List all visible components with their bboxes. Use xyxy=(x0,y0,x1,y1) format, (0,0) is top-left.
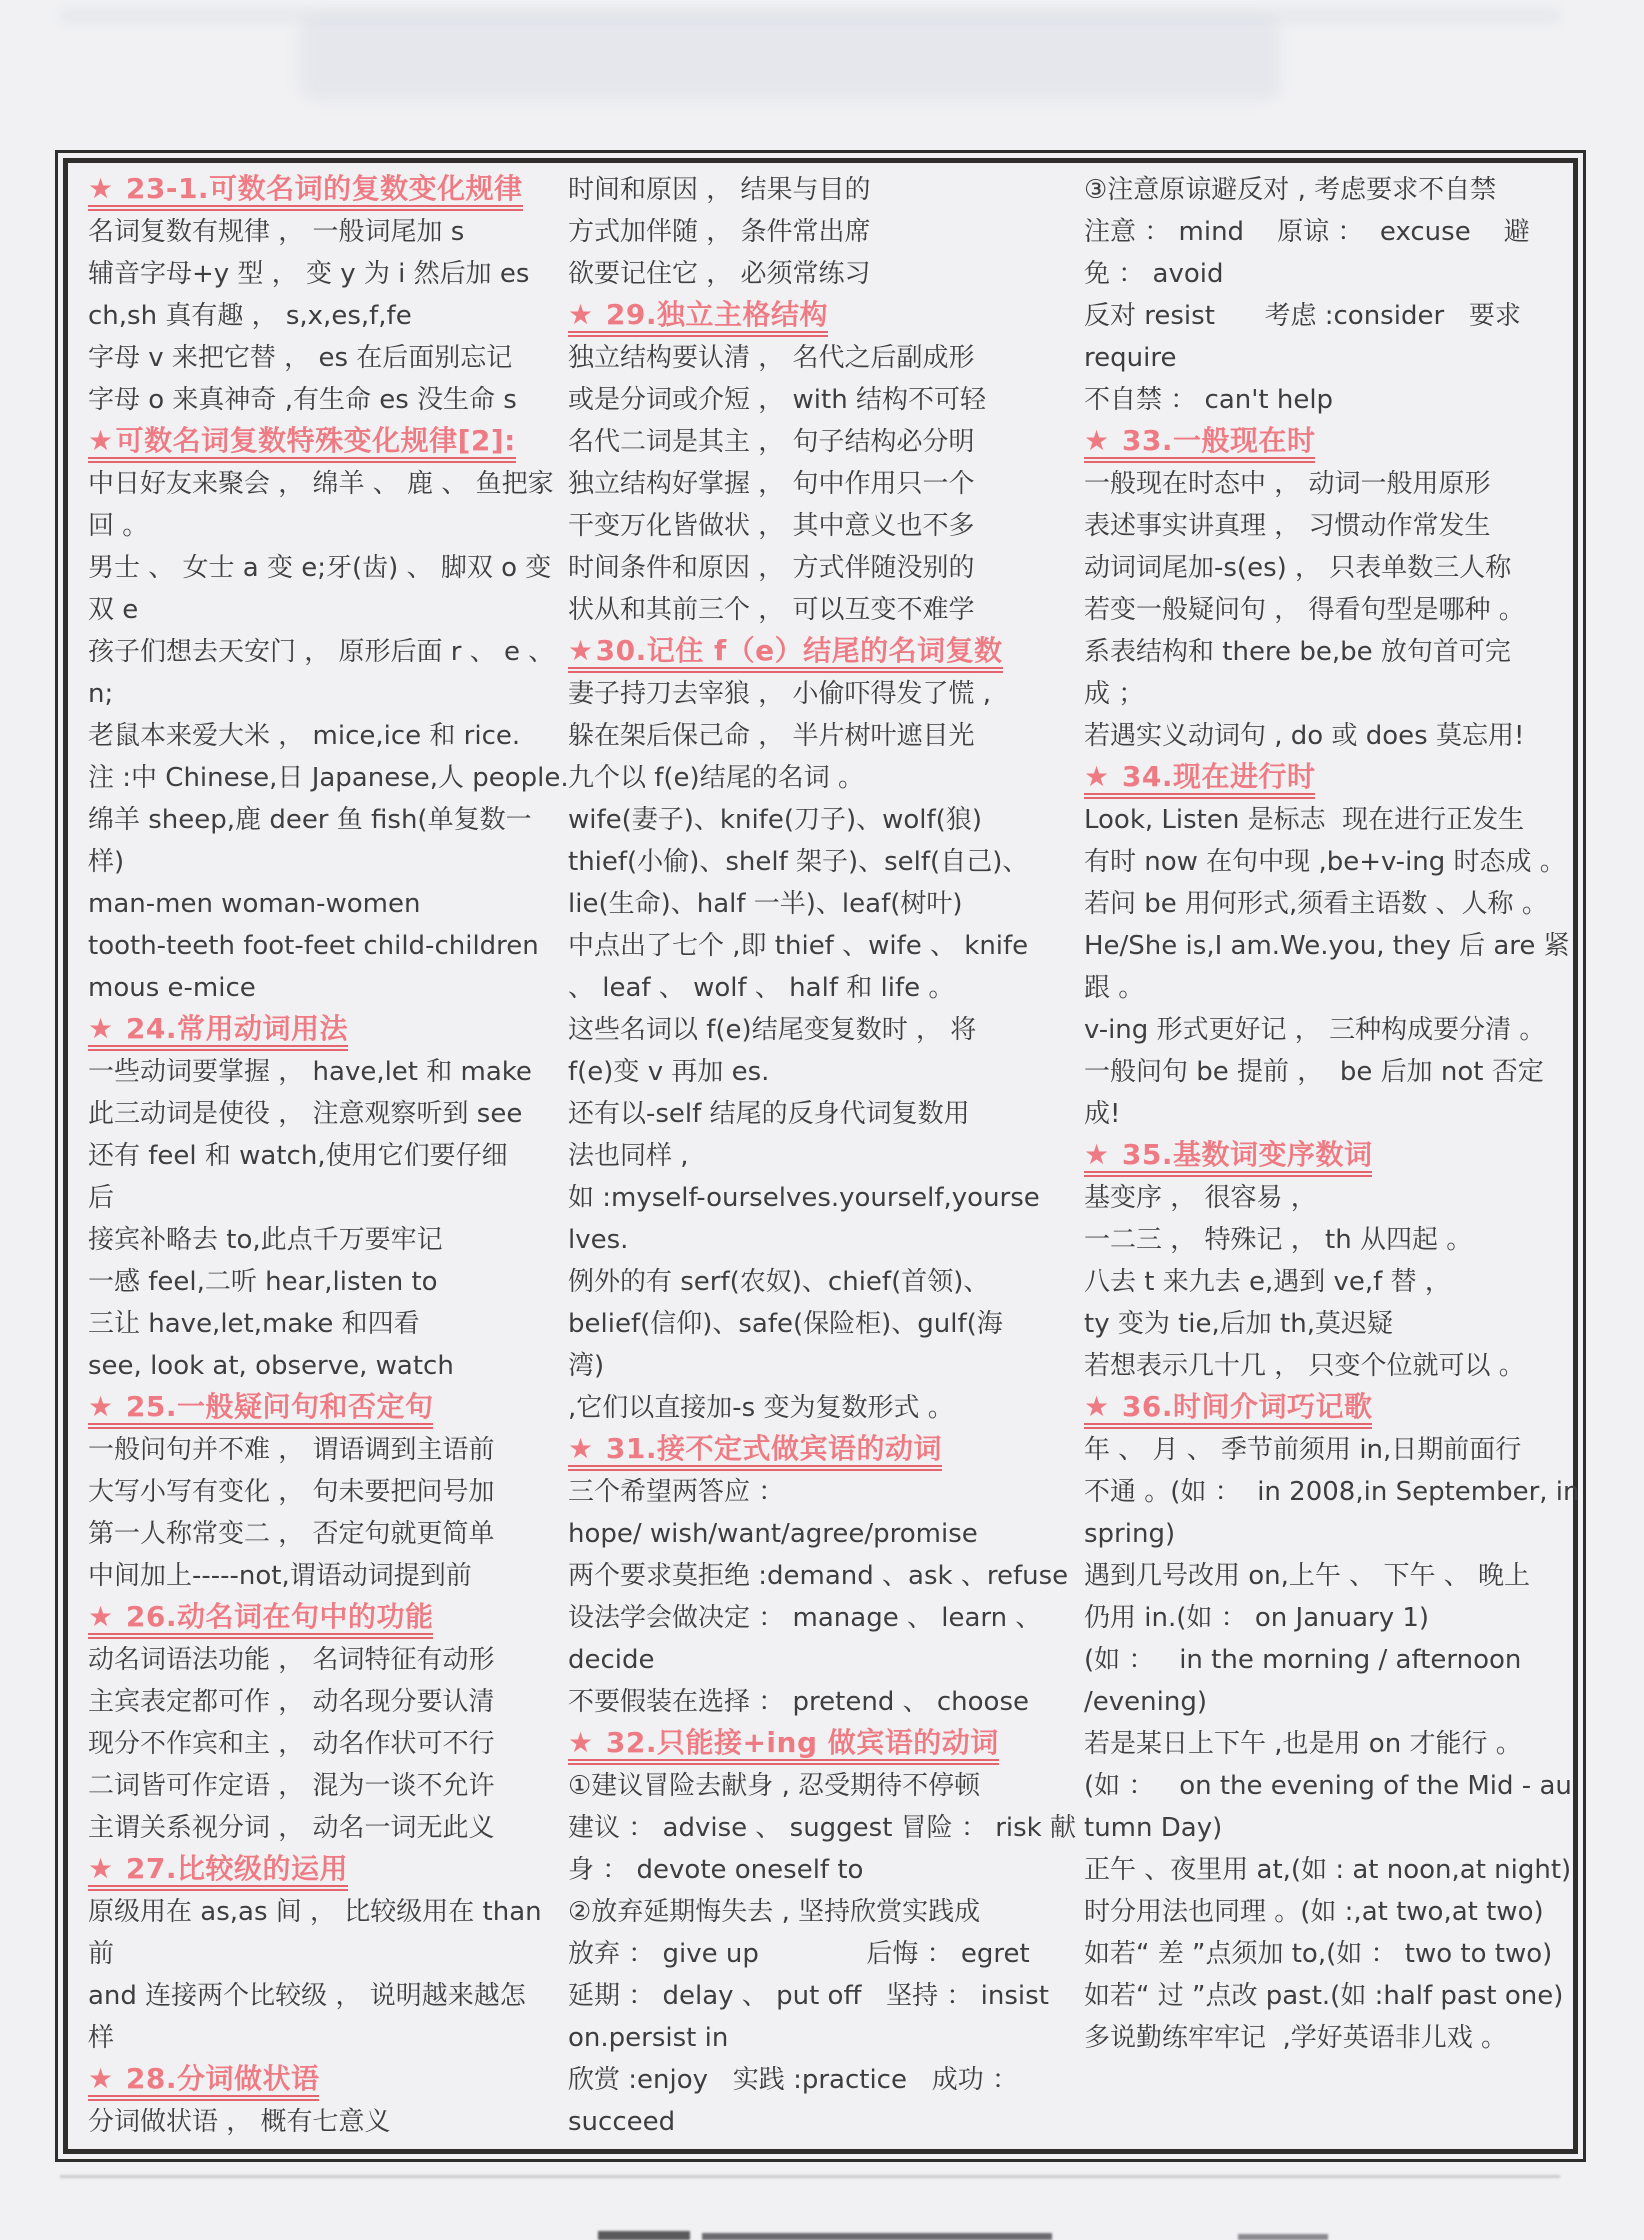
text-line: 若遇实义动词句 , do 或 does 莫忘用! xyxy=(1084,721,1525,751)
text-line: 双 e xyxy=(88,595,139,625)
text-line: 男士 、 女士 a 变 e;牙(齿) 、 脚双 o 变 xyxy=(88,553,552,583)
section-heading xyxy=(88,1849,560,1891)
text-line: 一些动词要掌握 ， have,let 和 make xyxy=(88,1057,532,1087)
section-heading xyxy=(88,169,560,211)
text-line: n; xyxy=(88,679,114,709)
section-heading xyxy=(568,631,1084,673)
section-heading-label: 可数名词复数特殊变化规律[2]: xyxy=(115,424,516,457)
text-line: succeed xyxy=(568,2107,676,2137)
content-box xyxy=(55,150,1586,2162)
text-line: 老鼠本来爱大米 ， mice,ice 和 rice. xyxy=(88,721,521,751)
text-line: 方式加伴随 ， 条件常出席 xyxy=(568,217,871,247)
text-line: 延期 ： delay 、 put off 坚持 ： insist xyxy=(568,1981,1049,2011)
text-line: lie(生命)、half 一半)、leaf(树叶) xyxy=(568,889,963,919)
text-line: 样) xyxy=(88,847,125,877)
section-heading-band xyxy=(568,1432,942,1471)
section-heading-label: 29.独立主格结构 xyxy=(595,298,828,331)
text-line: 主谓关系视分词 ， 动名一词无此义 xyxy=(88,1813,495,1843)
text-line: 年 、 月 、 季节前须用 in,日期前面行 xyxy=(1084,1435,1522,1465)
text-line: (如 ： in the morning / afternoon xyxy=(1084,1645,1522,1675)
text-line: 建议 ： advise 、 suggest 冒险 ： risk 献 xyxy=(568,1813,1076,1843)
page-bottom-artifact xyxy=(1238,2234,1328,2240)
column-right xyxy=(1084,169,1580,2059)
star-icon: ★ xyxy=(1084,1390,1110,1423)
text-line: /evening) xyxy=(1084,1687,1207,1717)
text-line: (如 ： on the evening of the Mid - au xyxy=(1084,1771,1572,1801)
text-line: 还有 feel 和 watch,使用它们要仔细 xyxy=(88,1141,508,1171)
text-line: 多说勤练牢牢记 ,学好英语非儿戏 。 xyxy=(1084,2023,1508,2053)
text-line: f(e)变 v 再加 es. xyxy=(568,1057,770,1087)
star-icon: ★ xyxy=(568,1726,594,1759)
section-heading xyxy=(88,1387,560,1429)
section-heading xyxy=(568,1723,1084,1765)
text-line: 动名词语法功能 ， 名词特征有动形 xyxy=(88,1645,495,1675)
star-icon: ★ xyxy=(88,1390,114,1423)
text-line: 一般问句并不难 ， 谓语调到主语前 xyxy=(88,1435,495,1465)
text-line: 孩子们想去天安门 ， 原形后面 r 、 e 、 xyxy=(88,637,555,667)
text-line: see, look at, observe, watch xyxy=(88,1351,454,1381)
text-line: 湾) xyxy=(568,1351,605,1381)
text-line: 现分不作宾和主 ， 动名作状可不行 xyxy=(88,1729,495,1759)
star-icon: ★ xyxy=(1084,1138,1110,1171)
star-icon: ★ xyxy=(88,1600,114,1633)
text-line: 若想表示几十几 ， 只变个位就可以 。 xyxy=(1084,1351,1525,1381)
section-heading-band xyxy=(88,1852,348,1891)
text-line: 时间条件和原因 ， 方式伴随没别的 xyxy=(568,553,975,583)
text-line: and 连接两个比较级 ， 说明越来越怎 xyxy=(88,1981,526,2011)
section-heading-band xyxy=(1084,760,1315,799)
page-bottom-artifact xyxy=(598,2231,690,2240)
text-line: tooth-teeth foot-feet child-children xyxy=(88,931,539,961)
text-line: 不通 。(如 ： in 2008,in September, in xyxy=(1084,1477,1580,1507)
text-line: 基变序 ， 很容易 ， xyxy=(1084,1183,1317,1213)
text-line: 例外的有 serf(农奴)、chief(首领)、 xyxy=(568,1267,990,1297)
section-heading-band xyxy=(88,1012,348,1051)
section-heading xyxy=(1084,757,1576,799)
text-line: belief(信仰)、safe(保险柜)、gulf(海 xyxy=(568,1309,1003,1339)
star-icon: ★ xyxy=(88,1852,114,1885)
text-line: 后 xyxy=(88,1183,115,1213)
text-line: 如 :myself-ourselves.yourself,yourse xyxy=(568,1183,1040,1213)
section-heading xyxy=(88,1009,560,1051)
section-heading-label: 28.分词做状语 xyxy=(115,2062,320,2095)
page-bottom-artifact xyxy=(60,2175,1560,2178)
text-line: 这些名词以 f(e)结尾变复数时 ， 将 xyxy=(568,1015,977,1045)
text-line: Look, Listen 是标志 现在进行正发生 xyxy=(1084,805,1525,835)
text-line: 九个以 f(e)结尾的名词 。 xyxy=(568,763,864,793)
section-heading xyxy=(1084,1135,1576,1177)
text-line: 动词词尾加-s(es) ， 只表单数三人称 xyxy=(1084,553,1512,583)
section-heading-label: 31.接不定式做宾语的动词 xyxy=(595,1432,942,1465)
section-heading xyxy=(88,1597,560,1639)
section-heading xyxy=(1084,1387,1576,1429)
section-heading-label: 32.只能接+ing 做宾语的动词 xyxy=(595,1726,999,1759)
section-heading-band xyxy=(1084,1390,1372,1429)
text-line: 独立结构好掌握 ， 句中作用只一个 xyxy=(568,469,975,499)
text-line: ①建议冒险去献身 , 忍受期待不停顿 xyxy=(568,1771,981,1801)
text-line: 系表结构和 there be,be 放句首可完 xyxy=(1084,637,1511,667)
text-line: decide xyxy=(568,1645,655,1675)
text-line: 欲要记住它 ， 必须常练习 xyxy=(568,259,871,289)
bleedthrough-title xyxy=(300,18,1280,100)
text-line: 两个要求莫拒绝 :demand 、ask 、refuse xyxy=(568,1561,1069,1591)
section-heading xyxy=(568,295,1084,337)
text-line: 时间和原因 ， 结果与目的 xyxy=(568,175,871,205)
text-line: 干变万化皆做状 ， 其中意义也不多 xyxy=(568,511,975,541)
text-line: 一般问句 be 提前 ， be 后加 not 否定 xyxy=(1084,1057,1544,1087)
text-line: 表述事实讲真理 ， 习惯动作常发生 xyxy=(1084,511,1491,541)
section-heading-label: 36.时间介词巧记歌 xyxy=(1111,1390,1373,1423)
star-icon: ★ xyxy=(88,2062,114,2095)
text-line: 身 ： devote oneself to xyxy=(568,1855,864,1885)
text-line: 中间加上-----not,谓语动词提到前 xyxy=(88,1561,472,1591)
text-line: 字母 o 来真神奇 ,有生命 es 没生命 s xyxy=(88,385,517,415)
section-heading-label: 27.比较级的运用 xyxy=(115,1852,348,1885)
text-line: 回 。 xyxy=(88,511,149,541)
section-heading xyxy=(88,2059,560,2101)
section-heading-band xyxy=(88,1600,433,1639)
star-icon: ★ xyxy=(88,1012,114,1045)
text-line: 时分用法也同理 。(如 :,at two,at two) xyxy=(1084,1897,1544,1927)
text-line: 仍用 in.(如 ： on January 1) xyxy=(1084,1603,1430,1633)
section-heading-band xyxy=(88,2062,319,2101)
text-line: v-ing 形式更好记 ， 三种构成要分清 。 xyxy=(1084,1015,1546,1045)
section-heading-label: 35.基数词变序数词 xyxy=(1111,1138,1373,1171)
section-heading-band xyxy=(88,1390,433,1429)
section-heading-band xyxy=(568,1726,999,1765)
column-middle xyxy=(568,169,1084,2143)
text-line: 若变一般疑问句 ， 得看句型是哪种 。 xyxy=(1084,595,1525,625)
star-icon: ★ xyxy=(568,298,594,331)
text-line: 妻子持刀去宰狼 ， 小偷吓得发了慌 , xyxy=(568,679,992,709)
text-line: ③注意原谅避反对 , 考虑要求不自禁 xyxy=(1084,175,1497,205)
text-line: 中点出了七个 ,即 thief 、wife 、 knife xyxy=(568,931,1029,961)
text-line: ch,sh 真有趣 ， s,x,es,f,fe xyxy=(88,301,412,331)
text-line: 三让 have,let,make 和四看 xyxy=(88,1309,420,1339)
section-heading-label: 23-1.可数名词的复数变化规律 xyxy=(115,172,523,205)
text-line: 或是分词或介短 ， with 结构不可轻 xyxy=(568,385,986,415)
text-line: 注意 ： mind 原谅 ： excuse 避 xyxy=(1084,217,1530,247)
text-line: 八去 t 来九去 e,遇到 ve,f 替 ， xyxy=(1084,1267,1451,1297)
text-line: 名代二词是其主 ， 句子结构必分明 xyxy=(568,427,975,457)
text-line: hope/ wish/want/agree/promise xyxy=(568,1519,978,1549)
text-line: require xyxy=(1084,343,1177,373)
text-line: 前 xyxy=(88,1939,115,1969)
content-box-inner xyxy=(63,158,1578,2154)
section-heading xyxy=(88,421,560,463)
text-line: 一二三 ， 特殊记 ， th 从四起 。 xyxy=(1084,1225,1473,1255)
text-line: 放弃 ： give up 后悔 ： egret xyxy=(568,1939,1030,1969)
text-line: 若是某日上下午 ,也是用 on 才能行 。 xyxy=(1084,1729,1522,1759)
text-line: 第一人称常变二 ， 否定句就更简单 xyxy=(88,1519,495,1549)
section-heading-band xyxy=(1084,1138,1372,1177)
text-line: 一般现在时态中 ， 动词一般用原形 xyxy=(1084,469,1491,499)
text-line: thief(小偷)、shelf 架子)、self(自己)、 xyxy=(568,847,1029,877)
text-line: 独立结构要认清 ， 名代之后副成形 xyxy=(568,343,975,373)
text-line: 三个希望两答应 ： xyxy=(568,1477,785,1507)
text-line: 、 leaf 、 wolf 、 half 和 life 。 xyxy=(568,973,955,1003)
text-line: He/She is,I am.We.you, they 后 are 紧 xyxy=(1084,931,1570,961)
section-heading-label: 25.一般疑问句和否定句 xyxy=(115,1390,434,1423)
section-heading-label: 34.现在进行时 xyxy=(1111,760,1316,793)
section-heading-label: 33.一般现在时 xyxy=(1111,424,1316,457)
section-heading-band xyxy=(88,424,516,463)
text-line: 绵羊 sheep,鹿 deer 鱼 fish(单复数一 xyxy=(88,805,532,835)
text-line: mous e-mice xyxy=(88,973,256,1003)
text-line: 欣赏 :enjoy 实践 :practice 成功 ： xyxy=(568,2065,1019,2095)
text-line: 不要假装在选择 ： pretend 、 choose xyxy=(568,1687,1029,1717)
text-line: 反对 resist 考虑 :consider 要求 xyxy=(1084,301,1521,331)
page-bottom-artifact xyxy=(702,2233,1052,2240)
text-line: 大写小写有变化 ， 句未要把问号加 xyxy=(88,1477,495,1507)
section-heading-band xyxy=(568,298,828,337)
text-line: ty 变为 tie,后加 th,莫迟疑 xyxy=(1084,1309,1393,1339)
text-line: on.persist in xyxy=(568,2023,729,2053)
text-line: 中日好友来聚会 ， 绵羊 、 鹿 、 鱼把家 xyxy=(88,469,554,499)
section-heading-band xyxy=(568,634,1003,673)
text-line: 二词皆可作定语 ， 混为一谈不允许 xyxy=(88,1771,495,1801)
text-line: lves. xyxy=(568,1225,629,1255)
text-line: 如若“ 过 ”点改 past.(如 :half past one) xyxy=(1084,1981,1564,2011)
text-line: 此三动词是使役 ， 注意观察听到 see xyxy=(88,1099,523,1129)
star-icon: ★ xyxy=(1084,424,1110,457)
section-heading-band xyxy=(1084,424,1315,463)
star-icon: ★ xyxy=(88,172,114,205)
text-line: 有时 now 在句中现 ,be+v-ing 时态成 。 xyxy=(1084,847,1566,877)
text-line: 辅音字母+y 型 ， 变 y 为 i 然后加 es xyxy=(88,259,530,289)
section-heading xyxy=(568,1429,1084,1471)
column-left xyxy=(88,169,569,2143)
text-line: 不自禁 ： can't help xyxy=(1084,385,1334,415)
star-icon: ★ xyxy=(88,424,114,457)
text-line: 接宾补略去 to,此点千万要牢记 xyxy=(88,1225,443,1255)
text-line: ②放弃延期悔失去 , 坚持欣赏实践成 xyxy=(568,1897,981,1927)
section-heading-label: 26.动名词在句中的功能 xyxy=(115,1600,434,1633)
section-heading-label: 24.常用动词用法 xyxy=(115,1012,348,1045)
text-line: 主宾表定都可作 ， 动名现分要认清 xyxy=(88,1687,495,1717)
text-line: 躲在架后保己命 ， 半片树叶遮目光 xyxy=(568,721,975,751)
text-line: 状从和其前三个 ， 可以互变不难学 xyxy=(568,595,975,625)
text-line: 若问 be 用何形式,须看主语数 、人称 。 xyxy=(1084,889,1548,919)
section-heading-band xyxy=(88,172,523,211)
text-line: 还有以-self 结尾的反身代词复数用 xyxy=(568,1099,970,1129)
text-line: 成 ； xyxy=(1084,679,1145,709)
text-line: 分词做状语 ， 概有七意义 xyxy=(88,2107,391,2137)
section-heading-label: 30.记住 f（e）结尾的名词复数 xyxy=(595,634,1003,667)
text-line: man-men woman-women xyxy=(88,889,421,919)
text-line: 法也同样 , xyxy=(568,1141,689,1171)
text-line: 设法学会做决定 ： manage 、 learn 、 xyxy=(568,1603,1042,1633)
section-heading xyxy=(1084,421,1576,463)
text-line: 样 xyxy=(88,2023,115,2053)
text-line: wife(妻子)、knife(刀子)、wolf(狼) xyxy=(568,805,982,835)
text-line: 正午 、夜里用 at,(如 : at noon,at night) xyxy=(1084,1855,1572,1885)
text-line: 成! xyxy=(1084,1099,1121,1129)
text-line: tumn Day) xyxy=(1084,1813,1223,1843)
text-line: 跟 。 xyxy=(1084,973,1145,1003)
star-icon: ★ xyxy=(1084,760,1110,793)
text-line: 原级用在 as,as 间 ， 比较级用在 than xyxy=(88,1897,542,1927)
text-line: 免 ： avoid xyxy=(1084,259,1224,289)
star-icon: ★ xyxy=(568,1432,594,1465)
text-line: 一感 feel,二听 hear,listen to xyxy=(88,1267,438,1297)
text-line: spring) xyxy=(1084,1519,1176,1549)
star-icon: ★ xyxy=(568,634,594,667)
text-line: 遇到几号改用 on,上午 、 下午 、 晚上 xyxy=(1084,1561,1530,1591)
text-line: 注 :中 Chinese,日 Japanese,人 people. xyxy=(88,763,569,793)
text-line: ,它们以直接加-s 变为复数形式 。 xyxy=(568,1393,954,1423)
text-line: 名词复数有规律 ， 一般词尾加 s xyxy=(88,217,465,247)
text-line: 如若“ 差 ”点须加 to,(如 ： two to two) xyxy=(1084,1939,1553,1969)
text-line: 字母 v 来把它替 ， es 在后面别忘记 xyxy=(88,343,513,373)
